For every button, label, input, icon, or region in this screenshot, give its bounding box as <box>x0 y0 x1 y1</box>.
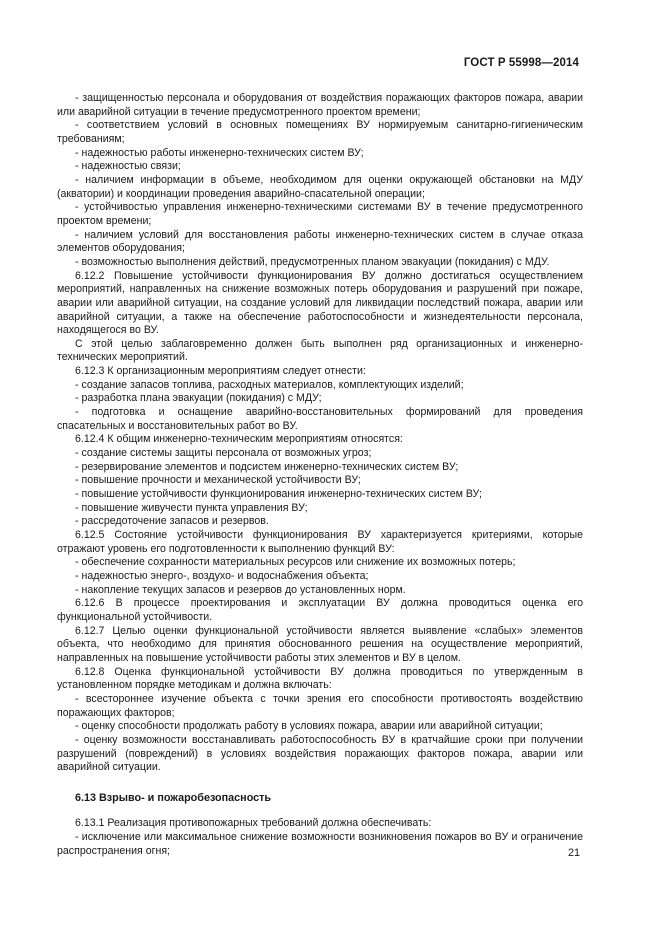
paragraph: С этой целью заблаговременно должен быть выполнен ряд организационных и инженерно-технических мероприятий. <box>57 337 583 364</box>
paragraph: 6.13.1 Реализация противопожарных требований должна обеспечивать: <box>75 817 432 830</box>
paragraph: - наличием информации в объеме, необходимом для оценки окружающей обстановки на МДУ (акватории) и координации проведения аварийно-спасательной операции; <box>57 173 583 200</box>
paragraph: - создание системы защиты персонала от возможных угроз; <box>75 447 372 460</box>
page-number: 21 <box>568 847 581 859</box>
paragraph: - соответствием условий в основных помещениях ВУ нормируемым санитарно-гигиеническим требованиям; <box>57 119 583 145</box>
section-title: 6.13 Взрыво- и пожаробезопасность <box>75 791 272 804</box>
document-body <box>57 92 583 858</box>
paragraph: - наличием условий для восстановления работы инженерно-технических систем в случае отказа элементов оборудования; <box>57 228 583 255</box>
paragraph: - резервирование элементов и подсистем инженерно-технических систем ВУ; <box>75 460 459 473</box>
paragraph: - надежностью энерго-, воздухо- и водоснабжения объекта; <box>75 569 369 582</box>
page-header-standard-number: ГОСТ Р 55998—2014 <box>463 57 579 69</box>
paragraph: - рассредоточение запасов и резервов. <box>75 515 269 528</box>
paragraph: 6.12.2 Повышение устойчивости функционирования ВУ должно достигаться осуществлением мероприятий, направленных на снижение возможных потерь оборудования и разрушений при пожаре, аварии или аварийной ситуации, на создание условий для ликвидации последствий пожара, аварии или аварийной ситуации, а также на обеспечение работоспособности и жизнедеятельности персонала, находящегося во ВУ. <box>57 269 583 337</box>
paragraph: - надежностью работы инженерно-технических систем ВУ; <box>75 146 364 159</box>
paragraph: - разработка плана эвакуации (покидания) с МДУ; <box>75 392 322 405</box>
paragraph: 6.12.8 Оценка функциональной устойчивости ВУ должна проводиться по утвержденным в установленном порядке методикам и должна включать: <box>57 665 583 692</box>
paragraph: 6.12.3 К организационным мероприятиям следует отнести: <box>75 365 366 378</box>
paragraph: - обеспечение сохранности материальных ресурсов или снижение их возможных потерь; <box>75 556 516 569</box>
paragraphs-before <box>57 92 583 775</box>
paragraph: - повышение устойчивости функционирования инженерно-технических систем ВУ; <box>75 488 482 501</box>
paragraph: 6.12.5 Состояние устойчивости функционирования ВУ характеризуется критериями, которые отражают уровень его подготовленности к выполнению функций ВУ: <box>57 529 583 555</box>
paragraph: - исключение или максимальное снижение возможности возникновения пожаров во ВУ и ограничение распространения огня; <box>57 831 583 857</box>
paragraph: - всестороннее изучение объекта с точки зрения его способности противостоять воздействию поражающих факторов; <box>57 692 583 719</box>
paragraph: - накопление текущих запасов и резервов до установленных норм. <box>75 583 406 596</box>
paragraph: 6.12.7 Целью оценки функциональной устойчивости является выявление «слабых» элементов объекта, что необходимо для принятия обоснованного решения на осуществление мероприятий, направленных на повышение устойчивости работы этих элементов и ВУ в целом. <box>57 624 583 664</box>
paragraph: - повышение прочности и механической устойчивости ВУ; <box>75 474 361 487</box>
paragraph: - устойчивостью управления инженерно-техническими системами ВУ в течение предусмотренного проектом времени; <box>57 201 583 227</box>
paragraph: - создание запасов топлива, расходных материалов, комплектующих изделий; <box>75 378 464 391</box>
paragraph: 6.12.4 К общим инженерно-техническим мероприятиям относятся: <box>75 433 403 446</box>
paragraph: - оценку способности продолжать работу в условиях пожара, аварии или аварийной ситуации; <box>75 720 543 733</box>
paragraph: - надежностью связи; <box>75 160 181 173</box>
paragraph: - подготовка и оснащение аварийно-восстановительных формирований для проведения спасательных и восстановительных работ во ВУ. <box>57 406 583 432</box>
paragraph: 6.12.6 В процессе проектирования и эксплуатации ВУ должна проводиться оценка его функциональной устойчивости. <box>57 597 583 623</box>
paragraph: - повышение живучести пункта управления ВУ; <box>75 501 308 514</box>
paragraph: - защищенностью персонала и оборудования от воздействия поражающих факторов пожара, аварии или аварийной ситуации в течение предусмотренного проектом времени; <box>57 92 583 118</box>
paragraph: - оценку возможности восстанавливать работоспособность ВУ в кратчайшие сроки при получении разрушений (повреждений) в условиях воздействия поражающих факторов пожара, аварии или аварийной ситуации. <box>57 733 583 774</box>
paragraphs-after <box>57 817 583 858</box>
paragraph: - возможностью выполнения действий, предусмотренных планом эвакуации (покидания) с МДУ. <box>75 255 550 268</box>
